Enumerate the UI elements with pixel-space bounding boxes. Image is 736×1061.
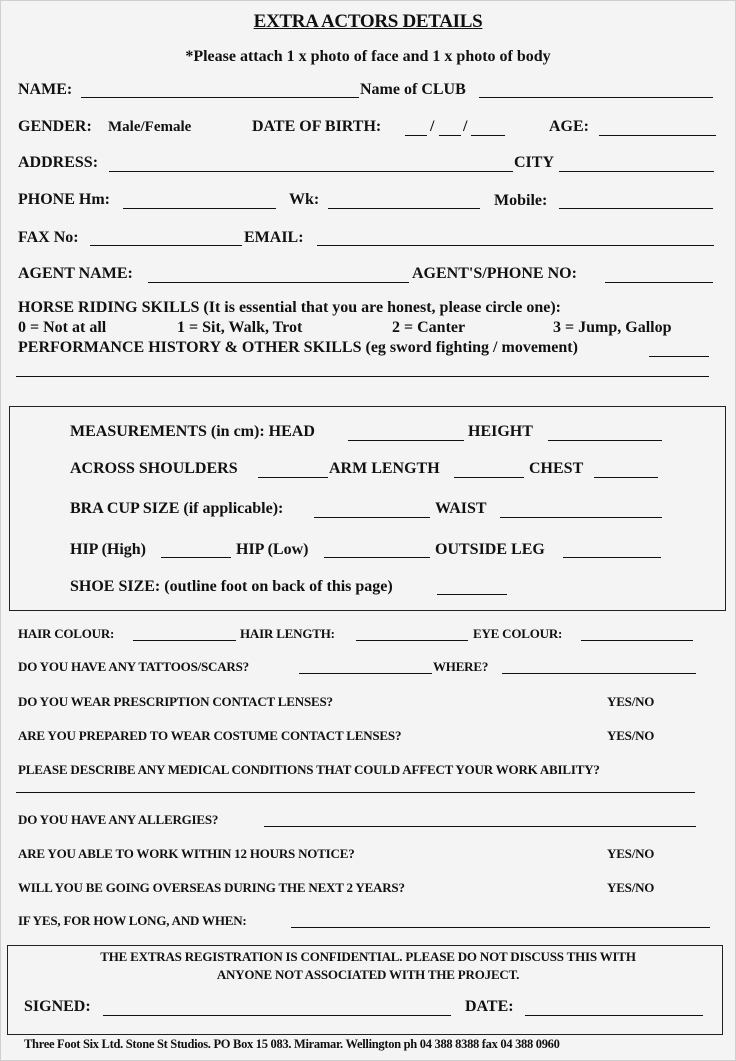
hip-low-label: HIP (Low) (236, 541, 309, 558)
page-title: EXTRA ACTORS DETAILS (253, 11, 483, 32)
age-field[interactable] (599, 135, 716, 136)
twelve-hour-notice-answer[interactable]: YES/NO (607, 846, 655, 861)
height-field[interactable] (548, 440, 662, 441)
outside-leg-field[interactable] (563, 557, 661, 558)
waist-field[interactable] (500, 517, 662, 518)
allergies-field[interactable] (264, 826, 696, 827)
city-field[interactable] (559, 171, 714, 172)
horse-option-2[interactable]: 2 = Canter (392, 319, 466, 336)
photo-instruction: *Please attach 1 x photo of face and 1 x photo of body (185, 48, 551, 65)
horse-option-0[interactable]: 0 = Not at all (18, 319, 107, 336)
hair-colour-field[interactable] (133, 640, 236, 641)
agent-name-label: AGENT NAME: (18, 265, 133, 282)
eye-colour-field[interactable] (581, 640, 693, 641)
dob-month-field[interactable] (439, 135, 461, 136)
shoulders-label: ACROSS SHOULDERS (70, 460, 238, 477)
phone-work-field[interactable] (328, 208, 480, 209)
gender-options[interactable]: Male/Female (108, 119, 192, 135)
phone-home-label: PHONE Hm: (18, 191, 110, 208)
where-field[interactable] (502, 673, 696, 674)
costume-lenses-label: ARE YOU PREPARED TO WEAR COSTUME CONTACT LENSES? (18, 728, 402, 743)
signature-field[interactable] (103, 1015, 451, 1016)
arm-length-label: ARM LENGTH (329, 460, 440, 477)
mobile-label: Mobile: (494, 192, 548, 209)
club-field[interactable] (479, 97, 713, 98)
mobile-field[interactable] (559, 208, 713, 209)
tattoos-label: DO YOU HAVE ANY TATTOOS/SCARS? (18, 659, 249, 674)
performance-label: PERFORMANCE HISTORY & OTHER SKILLS (eg sword fighting / movement) (18, 339, 578, 356)
agent-phone-label: AGENT'S/PHONE NO: (412, 265, 577, 282)
hair-length-label: HAIR LENGTH: (240, 626, 335, 641)
footer-contact: Three Foot Six Ltd. Stone St Studios. PO Box 15 083. Miramar. Wellington ph 04 388 8388 fax 04 388 0960 (24, 1037, 560, 1051)
waist-label: WAIST (435, 500, 487, 517)
height-label: HEIGHT (468, 423, 533, 440)
measurements-head-label: MEASUREMENTS (in cm): HEAD (70, 423, 315, 440)
agent-name-field[interactable] (148, 282, 409, 283)
bra-cup-field[interactable] (314, 517, 430, 518)
arm-length-field[interactable] (454, 477, 524, 478)
phone-home-field[interactable] (123, 208, 276, 209)
hair-length-field[interactable] (356, 640, 468, 641)
gender-label: GENDER: (18, 118, 92, 135)
overseas-label: WILL YOU BE GOING OVERSEAS DURING THE NEXT 2 YEARS? (18, 880, 405, 895)
hip-high-label: HIP (High) (70, 541, 147, 558)
name-field[interactable] (81, 97, 359, 98)
horse-option-1[interactable]: 1 = Sit, Walk, Trot (177, 319, 303, 336)
club-label: Name of CLUB (360, 81, 466, 98)
confidential-notice-line-1: THE EXTRAS REGISTRATION IS CONFIDENTIAL. PLEASE DO NOT DISCUSS THIS WITH (100, 949, 636, 964)
signed-label: SIGNED: (24, 998, 91, 1015)
shoulders-field[interactable] (258, 477, 328, 478)
how-long-label: IF YES, FOR HOW LONG, AND WHEN: (18, 913, 247, 928)
horse-riding-label: HORSE RIDING SKILLS (It is essential that you are honest, please circle one): (18, 299, 561, 316)
dob-label: DATE OF BIRTH: (252, 118, 382, 135)
eye-colour-label: EYE COLOUR: (473, 626, 563, 641)
how-long-field[interactable] (291, 927, 710, 928)
dob-day-field[interactable] (405, 135, 427, 136)
email-field[interactable] (317, 245, 714, 246)
allergies-label: DO YOU HAVE ANY ALLERGIES? (18, 812, 219, 827)
bra-cup-label: BRA CUP SIZE (if applicable): (70, 500, 284, 517)
fax-field[interactable] (90, 245, 242, 246)
hip-high-field[interactable] (161, 557, 231, 558)
medical-conditions-field[interactable] (16, 792, 695, 793)
dob-separator: / (463, 118, 468, 135)
shoe-size-label: SHOE SIZE: (outline foot on back of this page) (70, 578, 393, 595)
twelve-hour-notice-label: ARE YOU ABLE TO WORK WITHIN 12 HOURS NOTICE? (18, 846, 355, 861)
prescription-lenses-label: DO YOU WEAR PRESCRIPTION CONTACT LENSES? (18, 694, 333, 709)
hip-low-field[interactable] (324, 557, 430, 558)
hair-colour-label: HAIR COLOUR: (18, 626, 115, 641)
date-label: DATE: (465, 998, 514, 1015)
name-label: NAME: (18, 81, 73, 98)
email-label: EMAIL: (244, 229, 304, 246)
chest-field[interactable] (594, 477, 658, 478)
outside-leg-label: OUTSIDE LEG (435, 541, 545, 558)
age-label: AGE: (549, 118, 589, 135)
performance-field-line-2[interactable] (16, 376, 709, 377)
medical-conditions-label: PLEASE DESCRIBE ANY MEDICAL CONDITIONS THAT COULD AFFECT YOUR WORK ABILITY? (18, 762, 600, 777)
chest-label: CHEST (529, 460, 584, 477)
address-field[interactable] (109, 171, 513, 172)
costume-lenses-answer[interactable]: YES/NO (607, 728, 655, 743)
horse-option-3[interactable]: 3 = Jump, Gallop (553, 319, 672, 336)
fax-label: FAX No: (18, 229, 79, 246)
dob-year-field[interactable] (471, 135, 505, 136)
where-label: WHERE? (433, 659, 489, 674)
phone-work-label: Wk: (289, 191, 320, 208)
shoe-size-field[interactable] (437, 594, 507, 595)
address-label: ADDRESS: (18, 154, 99, 171)
tattoos-field[interactable] (299, 673, 432, 674)
agent-phone-field[interactable] (605, 282, 713, 283)
dob-separator: / (430, 118, 435, 135)
city-label: CITY (514, 154, 555, 171)
performance-field[interactable] (649, 356, 709, 357)
overseas-answer[interactable]: YES/NO (607, 880, 655, 895)
prescription-lenses-answer[interactable]: YES/NO (607, 694, 655, 709)
confidential-notice-line-2: ANYONE NOT ASSOCIATED WITH THE PROJECT. (216, 967, 520, 982)
head-field[interactable] (348, 440, 464, 441)
date-field[interactable] (525, 1015, 703, 1016)
